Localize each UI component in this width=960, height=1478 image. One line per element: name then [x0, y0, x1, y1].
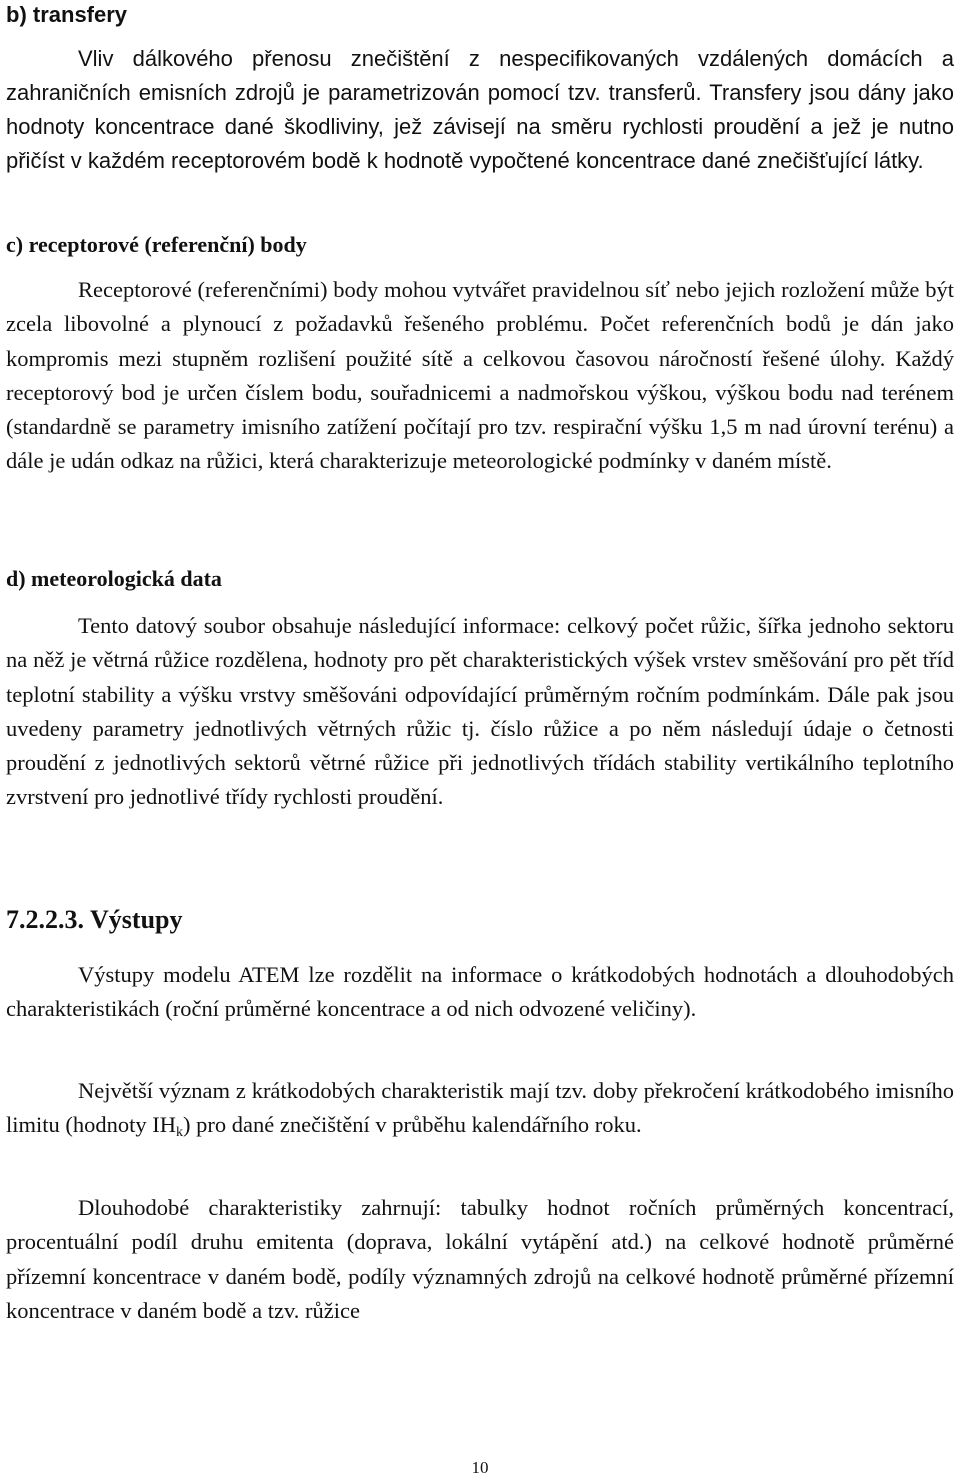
section-d-paragraph: Tento datový soubor obsahuje následující informace: celkový počet růžic, šířka jednoho sektoru na něž je větrná růžice rozdělena, hodnoty pro pět charakteristických výšek vrstev směšování pro pět tříd teplotní stability a výšku vrstvy směšováni odpovídající průměrným ročním podmínkám. Dále pak jsou uvedeny parametry jednotlivých větrných růžic tj. číslo růžice a po něm následují údaje o četnosti proudění z jednotlivých sektorů větrné růžice při jednotlivých třídách stability vertikálního teplotního zvrstvení pro jednotlivé třídy rychlosti proudění.	[6, 613, 954, 810]
page-number: 10	[471, 1458, 489, 1477]
section-d-heading: d) meteorologická data	[6, 566, 222, 591]
section-b-heading: b) transfery	[6, 2, 128, 27]
section-c-heading: c) receptorové (referenční) body	[6, 232, 307, 257]
outputs-heading: 7.2.2.3. Výstupy	[6, 905, 183, 934]
outputs-paragraph-1: Výstupy modelu ATEM lze rozdělit na informace o krátkodobých hodnotách a dlouhodobých charakteristikách (roční průměrné koncentrace a od nich odvozené veličiny).	[6, 962, 954, 1022]
outputs-p2-subscript: k	[176, 1125, 183, 1141]
outputs-paragraph-2	[6, 1074, 954, 1143]
outputs-p2-text-b: ) pro dané znečištění v průběhu kalendářního roku.	[183, 1112, 642, 1138]
section-b-paragraph: Vliv dálkového přenosu znečištění z nespecifikovaných vzdálených domácích a zahraničních emisních zdrojů je parametrizován pomocí tzv. transferů. Transfery jsou dány jako hodnoty koncentrace dané škodliviny, jež závisejí na směru rychlosti proudění a jež je nutno přičíst v každém receptorovém bodě k hodnotě vypočtené koncentrace dané znečišťující látky.	[6, 46, 954, 173]
outputs-p2-text-a: Největší význam z krátkodobých charakteristik mají tzv. doby překročení krátkodobého imisního limitu (hodnoty IH	[6, 1078, 954, 1138]
outputs-paragraph-3: Dlouhodobé charakteristiky zahrnují: tabulky hodnot ročních průměrných koncentrací, procentuální podíl druhu emitenta (doprava, lokální vytápění atd.) na celkové hodnotě průměrné přízemní koncentrace v daném bodě, podíly významných zdrojů na celkové hodnotě průměrné přízemní koncentrace v daném bodě a tzv. růžice	[6, 1195, 954, 1323]
section-c-paragraph: Receptorové (referenčními) body mohou vytvářet pravidelnou síť nebo jejich rozložení může být zcela libovolné a plynoucí z požadavků řešeného problému. Počet referenčních bodů je dán jako kompromis mezi stupněm rozlišení použité sítě a celkovou časovou náročností řešené úlohy. Každý receptorový bod je určen číslem bodu, souřadnicemi a nadmořskou výškou, výškou bodu nad terénem (standardně se parametry imisního zatížení počítají pro tzv. respirační výšku 1,5 m nad úrovní terénu) a dále je udán odkaz na růžici, která charakterizuje meteorologické podmínky v daném místě.	[6, 277, 954, 474]
